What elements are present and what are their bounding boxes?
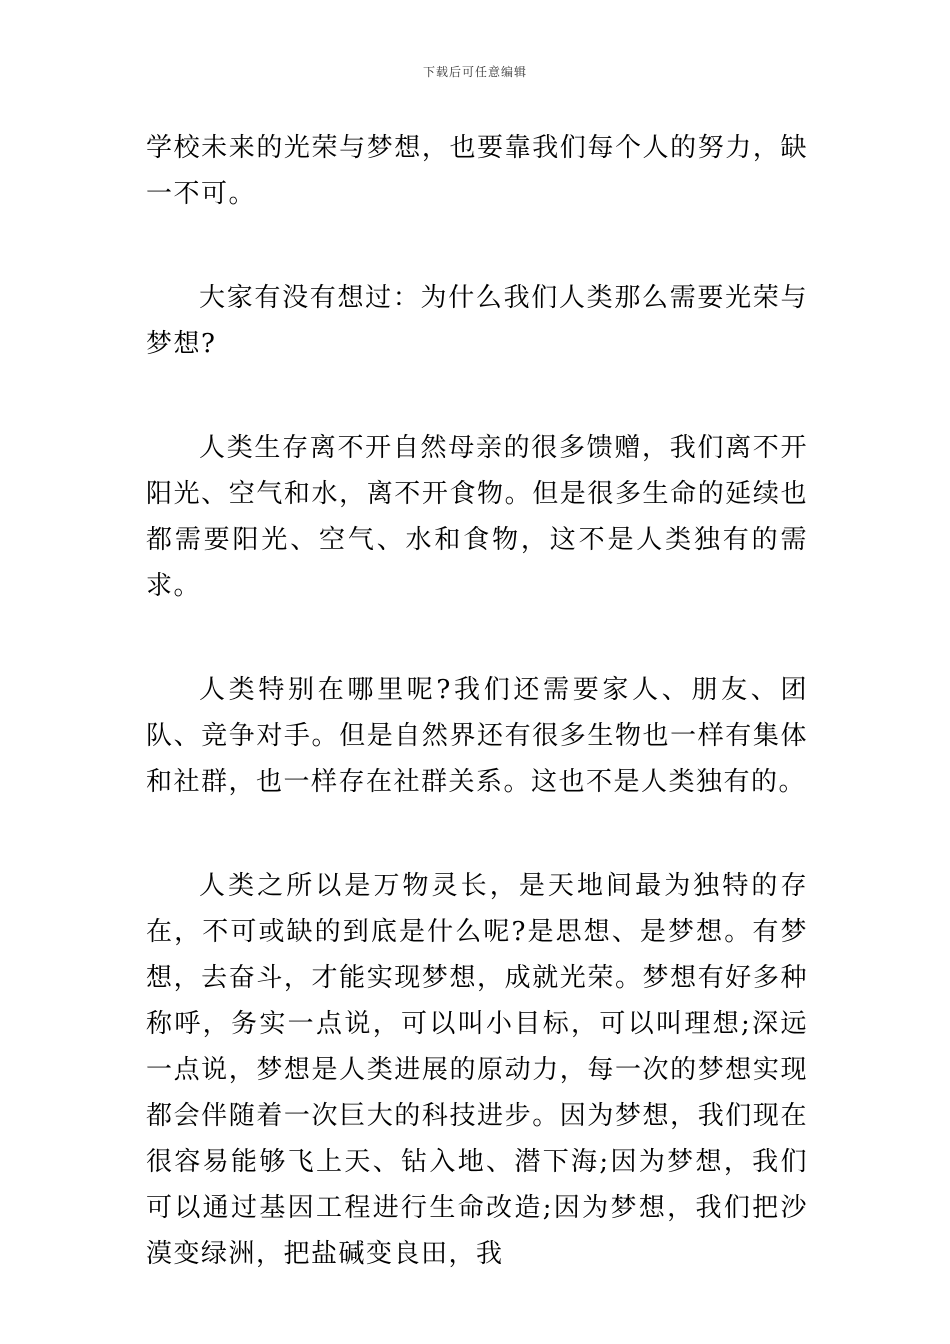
page-header: 下载后可任意编辑 bbox=[422, 65, 527, 79]
document-body bbox=[146, 125, 808, 1277]
paragraph-question: 大家有没有想过：为什么我们人类那么需要光荣与梦想? bbox=[146, 283, 808, 359]
paragraph-continuation: 学校未来的光荣与梦想，也要靠我们每个人的努力，缺一不可。 bbox=[146, 133, 808, 209]
paragraph-dreams: 人类之所以是万物灵长，是天地间最为独特的存在，不可或缺的到底是什么呢?是思想、是梦想。有梦想，去奋斗，才能实现梦想，成就光荣。梦想有好多种称呼，务实一点说，可以叫小目标，可以叫理想;深远一点说，梦想是人类进展的原动力，每一次的梦想实现都会伴随着一次巨大的科技进步。因为梦想，我们现在很容易能够飞上天、钻入地、潜下海;因为梦想，我们可以通过基因工程进行生命改造;因为梦想，我们把沙漠变绿洲，把盐碱变良田，我 bbox=[146, 871, 808, 1269]
paragraph-nature-needs: 人类生存离不开自然母亲的很多馈赠，我们离不开阳光、空气和水，离不开食物。但是很多生命的延续也都需要阳光、空气、水和食物，这不是人类独有的需求。 bbox=[146, 433, 808, 601]
paragraph-social-needs: 人类特别在哪里呢?我们还需要家人、朋友、团队、竞争对手。但是自然界还有很多生物也一样有集体和社群，也一样存在社群关系。这也不是人类独有的。 bbox=[146, 675, 808, 797]
